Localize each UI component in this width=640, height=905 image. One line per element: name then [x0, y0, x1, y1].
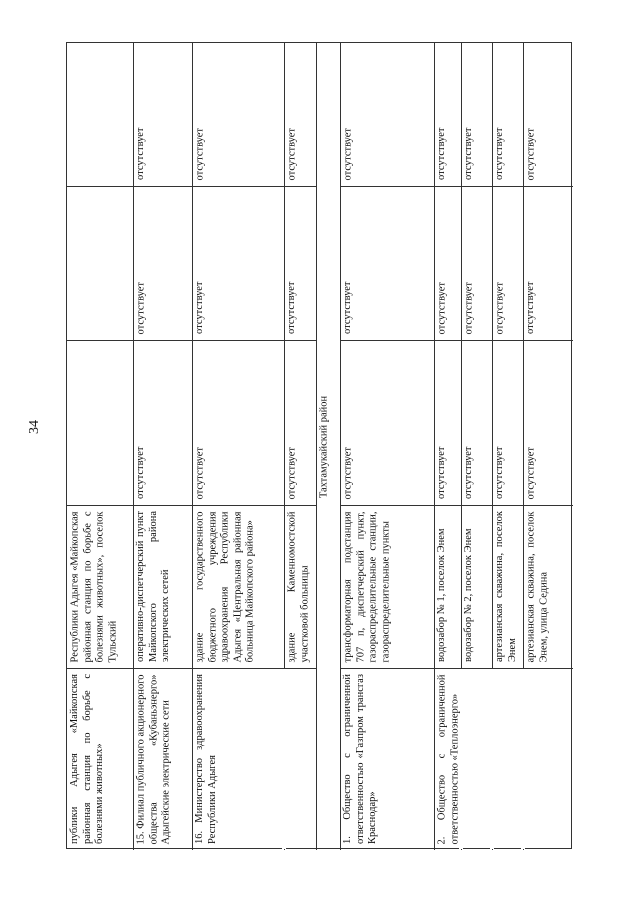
table-rule: [67, 340, 133, 341]
cell-object-2: здание государственного бюджетного учреждения здравоохранения Республики Адыгея «Центральная районная больница Майкопского района»: [194, 511, 256, 662]
cell-c4-6: отсутствует: [463, 281, 474, 334]
table-rule: [461, 668, 492, 669]
table-rule: [523, 505, 573, 506]
table-rule: [192, 668, 284, 669]
table-rule: [133, 505, 192, 506]
cell-c4-2: отсутствует: [194, 281, 205, 334]
cell-c3-6: отсутствует: [463, 446, 474, 499]
table-rule: [340, 668, 434, 669]
table-rule: [67, 668, 133, 669]
table-rule: [133, 43, 134, 850]
table-rule: [434, 186, 461, 187]
cell-c5-5: отсутствует: [436, 127, 447, 180]
table-rule: [284, 668, 316, 669]
cell-owner-4: 1. Общество с ограниченной ответственностью «Газпром трансгаз Краснодар»: [342, 674, 379, 844]
table-rule: [434, 505, 461, 506]
table-rule: [192, 43, 193, 850]
cell-c5-1: отсутствует: [135, 127, 146, 180]
cell-c5-2: отсутствует: [194, 127, 205, 180]
cell-object-8: артезианская скважина, поселок Энем, улица Седина: [525, 511, 549, 662]
cell-c5-8: отсутствует: [525, 127, 536, 180]
cell-c3-5: отсутствует: [436, 446, 447, 499]
table-rule: [340, 186, 434, 187]
cell-c5-7: отсутствует: [494, 127, 505, 180]
cell-c3-2: отсутствует: [194, 446, 205, 499]
table-rule: [523, 340, 573, 341]
rotated-table: [66, 42, 572, 849]
table-rule: [340, 43, 341, 850]
table-rule: [192, 340, 284, 341]
table-rule: [67, 505, 133, 506]
cell-c4-3: отсутствует: [286, 281, 297, 334]
cell-owner-5: 2. Общество с ограниченной ответственностью «Теплоэнерго»: [436, 674, 460, 844]
table-rule: [133, 186, 192, 187]
cell-c5-3: отсутствует: [286, 127, 297, 180]
cell-c3-1: отсутствует: [135, 446, 146, 499]
cell-object-4: трансформаторная подстанция 707 п, диспетчерский пункт, газораспределительные станции, газораспределительные пункты: [342, 511, 391, 662]
cell-c4-4: отсутствует: [342, 281, 353, 334]
cell-object-0: Республики Адыгея «Майкопская районная станция по борьбе с болезнями животных», поселок Тульский: [69, 511, 118, 662]
cell-owner-0: публики Адыгея «Майкопская районная станция по борьбе с болезнями животных»: [69, 674, 106, 844]
table-rule: [284, 186, 316, 187]
table-rule: [340, 505, 434, 506]
cell-c3-8: отсутствует: [525, 446, 536, 499]
table-rule: [67, 186, 133, 187]
page-number: 34: [27, 420, 42, 434]
table-rule: [133, 340, 192, 341]
table-rule: [461, 186, 492, 187]
cell-c4-1: отсутствует: [135, 281, 146, 334]
cell-c3-4: отсутствует: [342, 446, 353, 499]
table-rule: [523, 668, 573, 669]
table-rule: [316, 43, 317, 850]
table-rule: [461, 505, 492, 506]
cell-object-7: артезианская скважина, поселок Энем: [494, 511, 518, 662]
cell-c4-8: отсутствует: [525, 281, 536, 334]
table-rule: [461, 340, 492, 341]
cell-c3-7: отсутствует: [494, 446, 505, 499]
table-rule: [492, 505, 523, 506]
table-rule: [192, 505, 284, 506]
cell-c5-4: отсутствует: [342, 127, 353, 180]
cell-c3-3: отсутствует: [286, 446, 297, 499]
cell-owner-1: 15. Филиал публичного акционерного общества «Кубаньэнерго» Адыгейские электрические сети: [135, 674, 172, 844]
cell-object-3: здание Каменномостской участковой больницы: [286, 511, 310, 662]
table-rule: [523, 186, 573, 187]
table-rule: [434, 43, 435, 850]
table-rule: [284, 340, 316, 341]
table-rule: [340, 340, 434, 341]
cell-object-1: оперативно-диспетчерский пункт Майкопского района электрических сетей: [135, 511, 172, 662]
table-rule: [434, 340, 461, 341]
cell-c4-5: отсутствует: [436, 281, 447, 334]
table-rule: [492, 668, 523, 669]
table-rule: [133, 668, 192, 669]
cell-c5-6: отсутствует: [463, 127, 474, 180]
table-rule: [492, 340, 523, 341]
cell-object-5: водозабор № 1, поселок Энем: [436, 528, 447, 662]
table-rule: [434, 668, 461, 669]
cell-owner-2: 16. Министерство здравоохранения Республики Адыгея: [194, 674, 218, 844]
table-rule: [492, 186, 523, 187]
district-label: Тахтамукайский район: [318, 395, 329, 498]
table-rule: [284, 505, 316, 506]
cell-c4-7: отсутствует: [494, 281, 505, 334]
cell-object-6: водозабор № 2, поселок Энем: [463, 528, 474, 662]
table-rule: [192, 186, 284, 187]
